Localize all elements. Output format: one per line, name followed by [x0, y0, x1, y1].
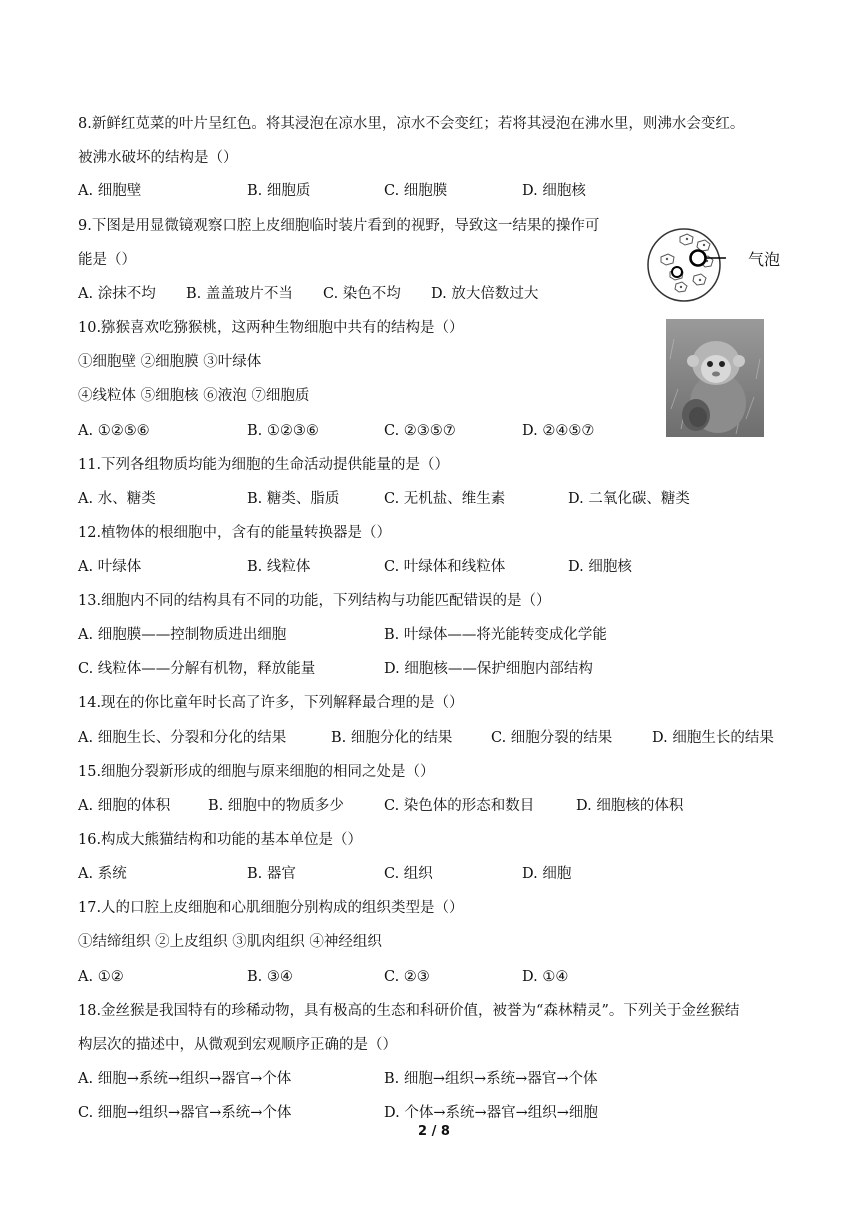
q16-option-b: B. 器官 [247, 866, 296, 882]
q8-option-d: D. 细胞核 [522, 183, 586, 199]
q13-option-b: B. 叶绿体——将光能转变成化学能 [384, 627, 607, 643]
q10-option-d: D. ②④⑤⑦ [522, 423, 595, 439]
q12-stem: 12.植物体的根细胞中，含有的能量转换器是（） [78, 525, 392, 541]
monkey-photo-icon [666, 319, 764, 437]
q13-option-a: A. 细胞膜——控制物质进出细胞 [78, 627, 287, 643]
q10-option-b: B. ①②③⑥ [247, 423, 319, 439]
microscope-field-bubble-icon [646, 220, 726, 310]
q13-stem: 13.细胞内不同的结构具有不同的功能，下列结构与功能匹配错误的是（） [78, 593, 551, 609]
q12-option-b: B. 线粒体 [247, 559, 311, 575]
q16-option-d: D. 细胞 [522, 866, 572, 882]
q14-option-a: A. 细胞生长、分裂和分化的结果 [78, 730, 287, 746]
q18-option-a: A. 细胞→系统→组织→器官→个体 [78, 1071, 292, 1087]
q14-stem: 14.现在的你比童年时长高了许多，下列解释最合理的是（） [78, 695, 464, 711]
q9-option-a: A. 涂抹不均 [78, 286, 156, 302]
q10-stem: 10.猕猴喜欢吃猕猴桃，这两种生物细胞中共有的结构是（） [78, 320, 464, 336]
q18-stem-line2: 构层次的描述中，从微观到宏观顺序正确的是（） [78, 1037, 397, 1053]
page-number: 2 / 8 [418, 1124, 450, 1139]
q8-stem-line1: 8.新鲜红苋菜的叶片呈红色。将其浸泡在凉水里，凉水不会变红；若将其浸泡在沸水里，则沸水会变红。 [78, 116, 745, 132]
q11-option-a: A. 水、糖类 [78, 491, 156, 507]
q12-option-c: C. 叶绿体和线粒体 [384, 559, 506, 575]
q17-items: ①结缔组织 ②上皮组织 ③肌肉组织 ④神经组织 [78, 934, 382, 950]
q18-stem-line1: 18.金丝猴是我国特有的珍稀动物，具有极高的生态和科研价值，被誉为“森林精灵”。下列关于金丝猴结 [78, 1003, 740, 1019]
q15-option-a: A. 细胞的体积 [78, 798, 171, 814]
q11-option-c: C. 无机盐、维生素 [384, 491, 506, 507]
q15-option-d: D. 细胞核的体积 [576, 798, 684, 814]
q16-stem: 16.构成大熊猫结构和功能的基本单位是（） [78, 832, 363, 848]
q8-option-c: C. 细胞膜 [384, 183, 448, 199]
q11-option-b: B. 糖类、脂质 [247, 491, 340, 507]
q14-option-c: C. 细胞分裂的结果 [491, 730, 613, 746]
q17-stem: 17.人的口腔上皮细胞和心肌细胞分别构成的组织类型是（） [78, 900, 464, 916]
q14-option-d: D. 细胞生长的结果 [652, 730, 774, 746]
q9-option-b: B. 盖盖玻片不当 [186, 286, 293, 302]
q8-option-a: A. 细胞壁 [78, 183, 142, 199]
q8-stem-line2: 被沸水破坏的结构是（） [78, 150, 238, 166]
bubble-label: 气泡 [748, 250, 781, 269]
q15-option-c: C. 染色体的形态和数目 [384, 798, 535, 814]
q9-stem-line1: 9.下图是用显微镜观察口腔上皮细胞临时装片看到的视野，导致这一结果的操作可 [78, 218, 600, 234]
q16-option-c: C. 组织 [384, 866, 433, 882]
q8-option-b: B. 细胞质 [247, 183, 311, 199]
q10-items-line2: ④线粒体 ⑤细胞核 ⑥液泡 ⑦细胞质 [78, 388, 310, 404]
q18-option-c: C. 细胞→组织→器官→系统→个体 [78, 1105, 292, 1121]
q11-stem: 11.下列各组物质均能为细胞的生命活动提供能量的是（） [78, 457, 450, 473]
q11-option-d: D. 二氧化碳、糖类 [568, 491, 690, 507]
q18-option-d: D. 个体→系统→器官→组织→细胞 [384, 1105, 598, 1121]
q17-option-a: A. ①② [78, 969, 124, 985]
q10-option-a: A. ①②⑤⑥ [78, 423, 150, 439]
q10-items-line1: ①细胞壁 ②细胞膜 ③叶绿体 [78, 354, 262, 370]
q15-stem: 15.细胞分裂新形成的细胞与原来细胞的相同之处是（） [78, 764, 435, 780]
q17-option-b: B. ③④ [247, 969, 293, 985]
q16-option-a: A. 系统 [78, 866, 127, 882]
q17-option-d: D. ①④ [522, 969, 569, 985]
q10-option-c: C. ②③⑤⑦ [384, 423, 456, 439]
q12-option-d: D. 细胞核 [568, 559, 632, 575]
q17-option-c: C. ②③ [384, 969, 430, 985]
q13-option-c: C. 线粒体——分解有机物，释放能量 [78, 661, 316, 677]
q14-option-b: B. 细胞分化的结果 [331, 730, 453, 746]
q9-option-c: C. 染色不均 [323, 286, 401, 302]
q9-option-d: D. 放大倍数过大 [431, 286, 539, 302]
q13-option-d: D. 细胞核——保护细胞内部结构 [384, 661, 593, 677]
q9-stem-line2: 能是（） [78, 252, 136, 268]
q15-option-b: B. 细胞中的物质多少 [208, 798, 344, 814]
q12-option-a: A. 叶绿体 [78, 559, 142, 575]
q18-option-b: B. 细胞→组织→系统→器官→个体 [384, 1071, 598, 1087]
